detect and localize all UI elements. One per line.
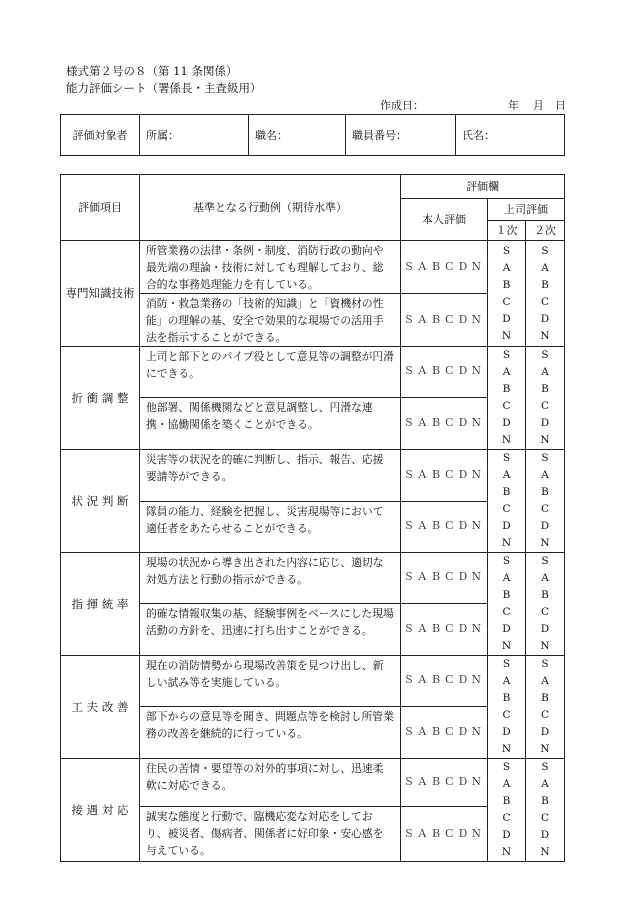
second-grade-choices[interactable] <box>526 656 565 759</box>
grade-letter: C <box>540 400 550 412</box>
grade-letter: S <box>541 658 549 670</box>
grade-letter: B <box>502 278 511 291</box>
self-grade-choices[interactable]: ＳＡＢＣＤＮ <box>401 656 488 707</box>
grade-letter: A <box>502 366 511 378</box>
behavior-description: 的確な情報収集の基、経験事例をベースにした現場活動の方針を、迅速に打ち出すことができる。 <box>140 603 401 655</box>
item-name: 折 衝 調 整 <box>61 347 140 450</box>
grade-letter: N <box>501 329 512 342</box>
eval-row <box>61 450 565 502</box>
first-grade-choices[interactable] <box>488 759 526 862</box>
behavior-description: 住民の苦情・要望等の対外的事項に対し、迅速柔軟に対応できる。 <box>140 759 401 807</box>
grade-letter: C <box>502 709 511 721</box>
grade-letter: S <box>502 244 511 257</box>
grade-letter: D <box>540 520 550 532</box>
grade-letter: D <box>502 417 511 429</box>
second-grade-choices[interactable] <box>526 450 565 553</box>
position-field[interactable]: 職名： <box>249 115 346 156</box>
grade-letter: A <box>502 261 511 274</box>
grade-letter: B <box>541 795 549 807</box>
evaluation-rows <box>61 241 565 862</box>
self-grade-choices[interactable]: ＳＡＢＣＤＮ <box>401 807 488 862</box>
behavior-description: 誠実な態度と行動で、臨機応変な対応をしており、被災者、傷病者、関係者に好印象・安心感を与えている。 <box>140 807 401 862</box>
item-name: 専門知識技術 <box>61 241 140 347</box>
grade-letter: D <box>540 829 550 841</box>
grade-letter: C <box>502 400 511 412</box>
grade-letter: D <box>540 623 550 635</box>
grade-letter: B <box>502 486 511 498</box>
self-grade-choices[interactable]: ＳＡＢＣＤＮ <box>401 603 488 655</box>
grade-letter: N <box>540 329 550 342</box>
first-grade-choices[interactable] <box>488 656 526 759</box>
behavior-description: 現在の消防情勢から現場改善策を見つけ出し、新しい試み等を実施している。 <box>140 656 401 707</box>
second-eval-header: ２次 <box>526 221 565 241</box>
second-grade-choices[interactable] <box>526 347 565 450</box>
grade-letter: D <box>502 623 511 635</box>
grade-letter: B <box>541 692 549 704</box>
grade-letter: S <box>541 452 549 464</box>
staff-number-field[interactable]: 職員番号： <box>346 115 456 156</box>
grade-letter: A <box>541 778 549 790</box>
grade-letter: B <box>502 795 511 807</box>
grade-letter: N <box>501 537 512 549</box>
first-grade-choices[interactable] <box>488 241 526 347</box>
grade-letter: B <box>502 383 511 395</box>
self-grade-choices[interactable]: ＳＡＢＣＤＮ <box>401 759 488 807</box>
grade-letter: C <box>502 503 511 515</box>
behavior-description: 災害等の状況を的確に判断し、指示、報告、応援要請等ができる。 <box>140 450 401 502</box>
grade-letter: A <box>541 366 549 378</box>
grade-letter: N <box>540 640 550 652</box>
item-name: 接 遇 対 応 <box>61 759 140 862</box>
grade-letter: C <box>540 503 550 515</box>
grade-letter: N <box>501 846 512 858</box>
grade-letter: S <box>502 555 511 567</box>
grade-letter: B <box>502 589 511 601</box>
grade-letter: S <box>541 555 549 567</box>
item-name: 工 夫 改 善 <box>61 656 140 759</box>
grade-letter: A <box>541 572 549 584</box>
year-label: 年 <box>508 99 519 112</box>
behavior-description: 消防・救急業務の「技術的知識」と「資機材の性能」の理解の基、安全で効果的な現場での活用手法を指示することができる。 <box>140 294 401 347</box>
form-title: 能力評価シート（署係長・主査級用） <box>66 81 262 95</box>
grade-letter: D <box>502 520 511 532</box>
grade-letter: B <box>541 278 549 291</box>
grade-letter: S <box>541 761 549 773</box>
item-header: 評価項目 <box>61 175 140 241</box>
self-grade-choices[interactable]: ＳＡＢＣＤＮ <box>401 553 488 604</box>
grade-letter: C <box>502 812 511 824</box>
grade-letter: D <box>540 417 550 429</box>
dept-field[interactable]: 所属： <box>140 115 249 156</box>
grade-letter: N <box>501 640 512 652</box>
eval-row <box>61 656 565 707</box>
behavior-description: 部下からの意見等を聞き、問題点等を検討し所管業務の改善を継続的に行っている。 <box>140 706 401 758</box>
form-number: 様式第２号の８（第 11 条関係） <box>66 64 238 78</box>
grade-letter: B <box>502 692 511 704</box>
grade-letter: S <box>502 452 511 464</box>
day-label: 日 <box>555 99 566 112</box>
eval-row <box>61 553 565 604</box>
behavior-description: 他部署、関係機関などと意見調整し、円滑な連携・協働関係を築くことができる。 <box>140 397 401 449</box>
criteria-header: 基準となる行動例（期待水準） <box>140 175 401 241</box>
self-grade-choices[interactable]: ＳＡＢＣＤＮ <box>401 241 488 294</box>
grade-letter: A <box>502 778 511 790</box>
grade-letter: A <box>502 675 511 687</box>
grade-letter: D <box>540 726 550 738</box>
eval-row <box>61 347 565 398</box>
grade-letter: S <box>541 244 549 257</box>
grade-letter: C <box>540 812 550 824</box>
item-name: 状 況 判 断 <box>61 450 140 553</box>
grade-letter: C <box>540 295 550 308</box>
grade-letter: A <box>541 469 549 481</box>
grade-letter: D <box>502 726 511 738</box>
grade-letter: S <box>502 761 511 773</box>
grade-letter: B <box>541 383 549 395</box>
evaluation-target-table <box>60 114 565 156</box>
item-name: 指 揮 統 率 <box>61 553 140 656</box>
first-grade-choices[interactable] <box>488 450 526 553</box>
grade-letter: D <box>502 312 511 325</box>
behavior-description: 隊員の能力、経験を把握し、災害現場等において適任者をあたらせることができる。 <box>140 501 401 553</box>
grade-letter: D <box>540 312 550 325</box>
month-label: 月 <box>533 99 544 112</box>
behavior-description: 所管業務の法律・条例・制度、消防行政の動向や最先端の理論・技術に対しても理解しており、総合的な事務処理能力を有している。 <box>140 241 401 294</box>
grade-letter: S <box>502 658 511 670</box>
behavior-description: 上司と部下とのパイプ役として意見等の調整が円滑にできる。 <box>140 347 401 398</box>
first-eval-header: １次 <box>488 221 526 241</box>
eval-column-header: 評価欄 <box>401 175 565 199</box>
self-grade-choices[interactable]: ＳＡＢＣＤＮ <box>401 706 488 758</box>
behavior-description: 現場の状況から導き出された内容に応じ、適切な対処方法と行動の指示ができる。 <box>140 553 401 604</box>
self-grade-choices[interactable]: ＳＡＢＣＤＮ <box>401 347 488 398</box>
grade-letter: A <box>541 261 549 274</box>
grade-letter: N <box>540 846 550 858</box>
name-field[interactable]: 氏名： <box>456 115 565 156</box>
grade-letter: D <box>502 829 511 841</box>
eval-row <box>61 241 565 294</box>
grade-letter: N <box>540 434 550 446</box>
grade-letter: S <box>502 349 511 361</box>
grade-letter: N <box>540 743 550 755</box>
self-grade-choices[interactable]: ＳＡＢＣＤＮ <box>401 501 488 553</box>
subject-label: 評価対象者 <box>61 115 140 156</box>
grade-letter: C <box>502 295 511 308</box>
grade-letter: B <box>541 486 549 498</box>
grade-letter: C <box>502 606 511 618</box>
created-date-label: 作成日： <box>380 99 424 112</box>
ability-evaluation-table <box>60 174 565 862</box>
second-grade-choices[interactable] <box>526 759 565 862</box>
grade-letter: N <box>540 537 550 549</box>
grade-letter: C <box>540 709 550 721</box>
self-eval-header: 本人評価 <box>401 199 488 241</box>
grade-letter: S <box>541 349 549 361</box>
grade-letter: B <box>541 589 549 601</box>
grade-letter: C <box>540 606 550 618</box>
eval-row <box>61 759 565 807</box>
second-grade-choices[interactable] <box>526 241 565 347</box>
superior-eval-header: 上司評価 <box>488 199 565 221</box>
first-grade-choices[interactable] <box>488 553 526 656</box>
grade-letter: A <box>502 572 511 584</box>
self-grade-choices[interactable]: ＳＡＢＣＤＮ <box>401 397 488 449</box>
self-grade-choices[interactable]: ＳＡＢＣＤＮ <box>401 450 488 502</box>
first-grade-choices[interactable] <box>488 347 526 450</box>
created-date-row <box>380 97 564 113</box>
grade-letter: A <box>502 469 511 481</box>
self-grade-choices[interactable]: ＳＡＢＣＤＮ <box>401 294 488 347</box>
grade-letter: A <box>541 675 549 687</box>
grade-letter: N <box>501 434 512 446</box>
second-grade-choices[interactable] <box>526 553 565 656</box>
grade-letter: N <box>501 743 512 755</box>
